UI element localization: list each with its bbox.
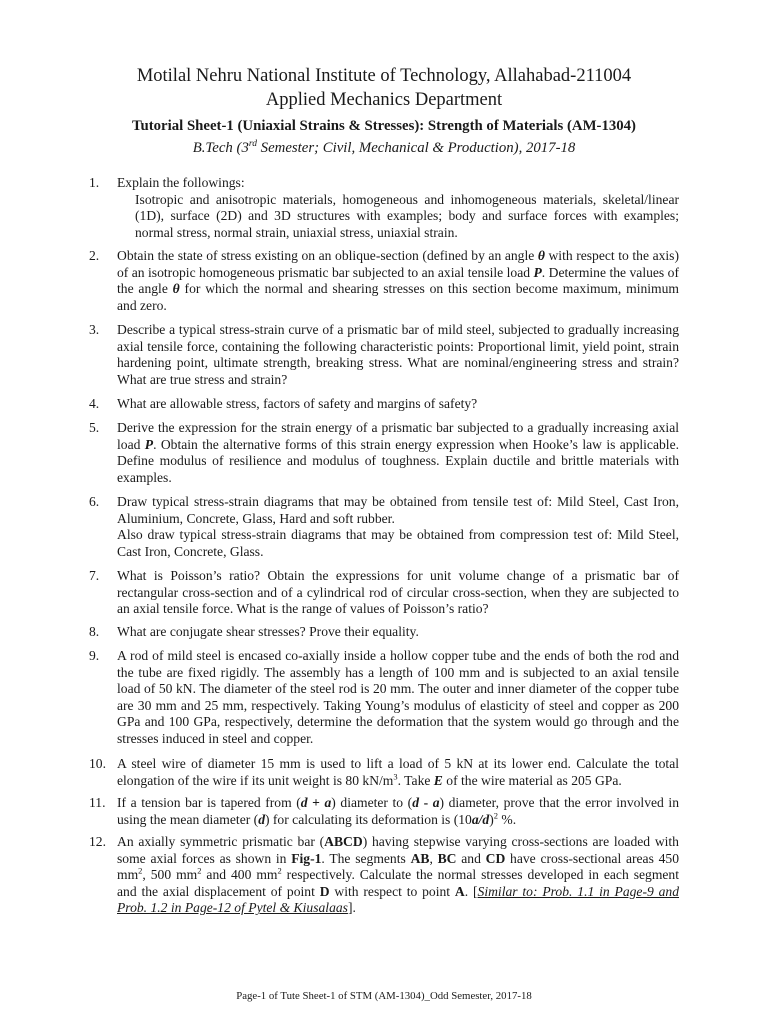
question-number: 9. (89, 648, 100, 663)
question-text: Describe a typical stress-strain curve of a prismatic bar of mild steel, subjected to gradually increasing axial tensile force, containing the following characteristic points: Proportional limit, yield point, strain hardening point, ultimate strength, breaking stress. What are nominal/engineering stress and strain? What are true stress and strain? (117, 322, 679, 387)
question-7 (89, 568, 679, 618)
question-text: A steel wire of diameter 15 mm is used to lift a load of 5 kN at its lower end. Calculate the total elongation of the wire if its unit weight is 80 $kN/m^3$. Take E of the wire material as 205 GPa. (117, 756, 679, 788)
question-number: 3. (89, 322, 100, 337)
question-text: Derive the expression for the strain energy of a prismatic bar subjected to a gradually increasing axial load P. Obtain the alternative forms of this strain energy expression when Hooke’s law is applicable. Define modulus of resilience and modulus of toughness. Explain ductile and brittle materials with examples. (117, 420, 679, 485)
question-text-tensile: Draw typical stress-strain diagrams that may be obtained from tensile test of: Mild Steel, Cast Iron, Aluminium, Concrete, Glass, Hard and soft rubber. (117, 494, 679, 526)
question-3 (89, 322, 679, 388)
question-2 (89, 248, 679, 314)
question-number: 6. (89, 494, 100, 509)
question-5 (89, 420, 679, 486)
question-text: Isotropic and anisotropic materials, homogeneous and inhomogeneous materials, skeletal/linear (1D), surface (2D) and 3D structures with examples; body and surface forces with examples; normal stress, normal strain, uniaxial stress, uniaxial strain. (135, 191, 679, 240)
question-9 (89, 648, 679, 748)
question-8 (89, 624, 679, 641)
question-number: 8. (89, 624, 100, 639)
question-12 (89, 834, 679, 917)
department-name: Applied Mechanics Department (265, 90, 503, 110)
question-text: What are allowable stress, factors of safety and margins of safety? (117, 396, 478, 411)
question-number: 4. (89, 396, 100, 411)
question-number: 10. (89, 756, 106, 771)
sheet-title: Tutorial Sheet-1 (Uniaxial Strains & Stresses): Strength of Materials (AM-1304) (131, 118, 636, 134)
question-text: An axially symmetric prismatic bar (ABCD) having stepwise varying cross-sections are loaded with some axial forces as shown in Fig-1. The segments AB, BC and CD have cross-sectional areas 450 $mm^2$, 500 $mm^2$ and 400 $mm^2$ respectively. Calculate the normal stresses developed in each segment and the axial displacement of point D with respect to point A. [Similar to: Prob. 1.1 in Page-9 and Prob. 1.2 in Page-12 of Pytel & Kiusalaas]. (117, 834, 680, 916)
page-footer: Page-1 of Tute Sheet-1 of STM (AM-1304)_Odd Semester, 2017-18 (236, 990, 532, 1002)
question-text: What is Poisson’s ratio? Obtain the expressions for unit volume change of a prismatic bar of rectangular cross-section and of a cylindrical rod of circular cross-section, when they are subjected to an axial tensile force. What is the range of values of Poisson’s ratio? (117, 568, 679, 617)
question-number: 11. (89, 795, 106, 810)
question-text: If a tension bar is tapered from (d + a) diameter to (d - a) diameter, prove that the error involved in using the mean diameter (d) for calculating its deformation is $(10a/d)^2$ %. (117, 795, 679, 827)
institute-name: Motilal Nehru National Institute of Technology, Allahabad-211004 (136, 66, 632, 86)
reference-link-text: Similar to: Prob. 1.1 in Page-9 and Prob. 1.2 in Page-12 of Pytel & Kiusalaas (117, 883, 680, 916)
question-text: Obtain the state of stress existing on an oblique-section (defined by an angle θ with respect to the axis) of an isotropic homogeneous prismatic bar subjected to an axial tensile load P. Determine the values of the angle θ for which the normal and shearing stresses on this section become maximum, minimum and zero. (117, 248, 680, 313)
question-4 (89, 396, 679, 413)
question-1 (89, 175, 679, 241)
question-number: 2. (89, 248, 100, 263)
question-number: 12. (89, 834, 106, 849)
question-number: 7. (89, 568, 100, 583)
question-text-compression: Also draw typical stress-strain diagrams that may be obtained from compression test of: Mild Steel, Cast Iron, Concrete, Glass. (117, 527, 679, 559)
question-number: 5. (89, 420, 100, 435)
question-11 (89, 795, 679, 828)
question-text: A rod of mild steel is encased co-axially inside a hollow copper tube and the ends of both the rod and the tube are fixed rigidly. The assembly has a length of 100 mm and is subjected to an axial tensile load of 50 kN. The diameter of the steel rod is 20 mm. The outer and inner diameter of the copper tube are 30 mm and 25 mm, respectively. Taking Young’s modulus of elasticity of steel and copper as 200 GPa and 100 GPa, respectively, determine the deformation that the system would go through and the stresses induced in steel and copper. (117, 648, 679, 746)
question-6 (89, 494, 679, 560)
question-text: What are conjugate shear stresses? Prove their equality. (117, 624, 419, 639)
question-intro: Explain the followings: (117, 175, 245, 190)
question-10 (89, 756, 679, 789)
question-number: 1. (89, 175, 100, 190)
course-line: B.Tech (3rd Semester; Civil, Mechanical & Production), 2017-18 (192, 139, 576, 156)
